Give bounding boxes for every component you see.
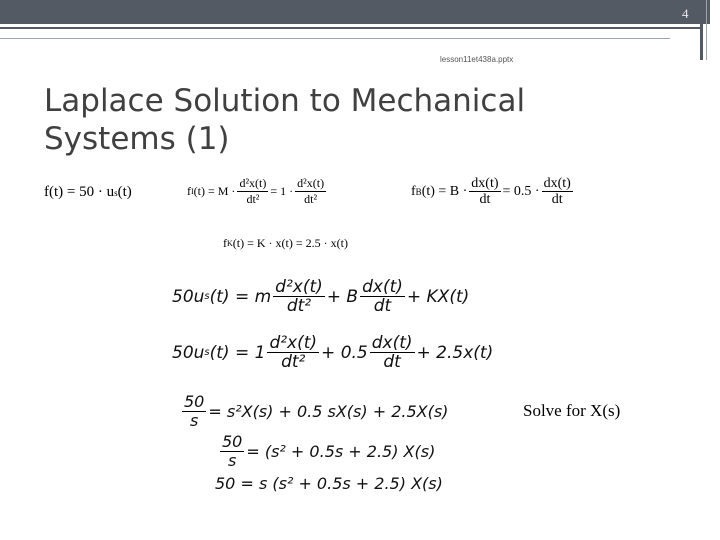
hw3-fraction [182, 393, 206, 430]
hw4-denominator: s [228, 451, 237, 470]
hw1-end: + KX(t) [406, 286, 470, 307]
corner-bar-thin [706, 0, 707, 60]
inertia-force-equation [187, 176, 328, 207]
hw1-denominator-2: dt [373, 296, 392, 316]
hw2-fraction-2 [370, 334, 415, 371]
fb-fraction-1 [469, 176, 500, 207]
hw3-rest: = s²X(s) + 0.5 sX(s) + 2.5X(s) [208, 402, 449, 421]
fi-denominator-2: dt² [304, 192, 318, 206]
hw4-fraction [220, 433, 244, 470]
fb-lhs: f [411, 183, 416, 199]
corner-bar [700, 0, 703, 60]
fi-fraction-1 [237, 176, 268, 207]
force-subscript: s [114, 187, 118, 198]
solve-note: Solve for X(s) [523, 401, 621, 420]
hw3-denominator: s [190, 411, 199, 430]
title-bar [0, 0, 710, 24]
hw1-mid-2: + B [326, 286, 359, 307]
hw2-numerator-2: dx(t) [371, 333, 413, 353]
force-lhs: f(t) = 50 · u [44, 184, 115, 200]
hw1-lhs: 50u [172, 286, 205, 307]
hw2-end: + 2.5x(t) [416, 342, 494, 363]
hw2-mid-2: + 0.5 [321, 342, 368, 363]
page-number: 4 [682, 6, 689, 21]
handwritten-line-4 [218, 433, 435, 470]
hw1-fraction-1 [273, 278, 325, 315]
hw2-numerator-1: d²x(t) [269, 333, 318, 353]
fi-mid: (t) = M · [193, 184, 236, 198]
fb-fraction-2 [542, 176, 573, 207]
hw4-rest: = (s² + 0.5s + 2.5) X(s) [246, 442, 436, 461]
hw1-denominator-1: dt² [286, 296, 312, 316]
fi-denominator-1: dt² [246, 192, 260, 206]
hw1-fraction-2 [360, 278, 405, 315]
slide-title-line-2: Systems (1) [44, 121, 230, 157]
hw2-denominator-2: dt [383, 352, 401, 372]
fi-numerator-2: d²x(t) [297, 176, 325, 190]
fk-subscript: K [227, 239, 233, 248]
fb-subscript: B [415, 186, 422, 197]
fb-denominator-1: dt [479, 192, 491, 207]
spring-force-equation [223, 236, 348, 251]
hw2-denominator-1: dt² [281, 352, 306, 372]
hw5-text: 50 = s (s² + 0.5s + 2.5) X(s) [215, 474, 443, 493]
fi-lhs: f [187, 184, 191, 198]
handwritten-line-5 [215, 474, 443, 493]
fb-numerator-2: dx(t) [543, 176, 571, 191]
hw1-subscript: s [204, 291, 210, 302]
hw2-subscript: s [204, 347, 210, 358]
hw4-numerator: 50 [222, 432, 243, 451]
fi-numerator-1: d²x(t) [239, 176, 267, 190]
handwritten-line-1 [172, 278, 469, 315]
slide-title [44, 82, 525, 158]
force-rhs: (t) [117, 184, 132, 200]
header-divider [0, 27, 700, 29]
fb-mid: (t) = B · [421, 183, 468, 199]
fk-rest: (t) = K · x(t) = 2.5 · x(t) [232, 236, 348, 250]
damping-force-equation [411, 176, 575, 207]
handwritten-line-3 [180, 393, 448, 430]
hw1-numerator-1: d²x(t) [275, 277, 323, 297]
file-name: lesson11et438a.pptx [440, 55, 514, 64]
slide-title-line-1: Laplace Solution to Mechanical [44, 83, 526, 119]
fi-fraction-2 [295, 176, 326, 207]
header-divider-thin [0, 38, 670, 39]
fb-numerator-1: dx(t) [471, 176, 499, 191]
fi-subscript: I [191, 187, 194, 196]
fk-lhs: f [223, 236, 227, 250]
hw1-numerator-2: dx(t) [362, 277, 403, 297]
hw2-fraction-1 [267, 334, 319, 371]
hw2-mid: (t) = 1 [209, 342, 266, 363]
force-equation [44, 184, 132, 201]
fi-mid-2: = 1 · [270, 184, 294, 198]
fb-mid-2: = 0.5 · [502, 183, 540, 199]
hw1-mid: (t) = m [209, 286, 272, 307]
hw2-lhs: 50u [172, 342, 205, 363]
fb-denominator-2: dt [551, 192, 563, 207]
handwritten-line-2 [172, 334, 493, 371]
hw3-numerator: 50 [184, 392, 205, 411]
